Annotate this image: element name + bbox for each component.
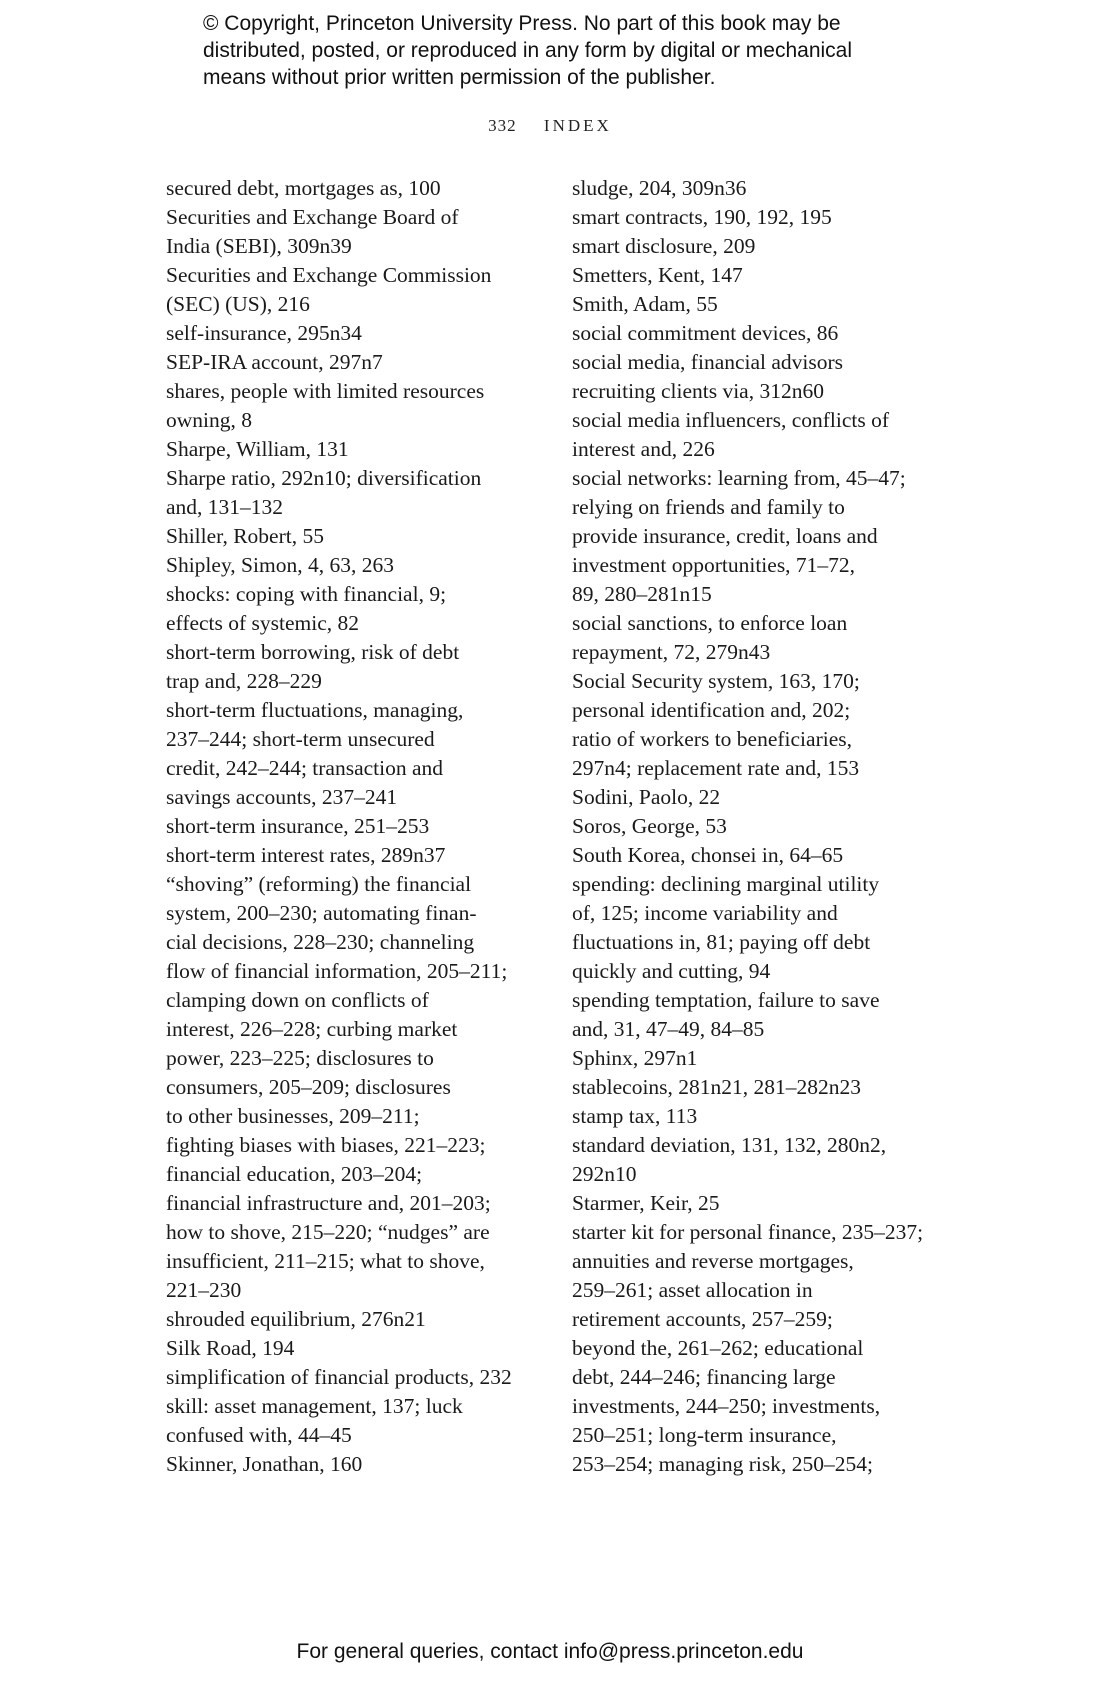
index-entry-continuation: provide insurance, credit, loans and	[572, 524, 878, 548]
index-entry	[166, 1305, 546, 1334]
index-entry	[572, 783, 952, 812]
index-entry-heading: social media influencers, conflicts of	[572, 408, 890, 432]
index-entry-continuation: 292n10	[572, 1162, 637, 1186]
index-entry-continuation: India (SEBI), 309n39	[166, 234, 352, 258]
index-entry-heading: Securities and Exchange Board of	[166, 205, 459, 229]
index-entry-continuation: investments, 244–250; investments,	[572, 1394, 881, 1418]
section-title: INDEX	[543, 116, 612, 135]
index-entry-continuation: owning, 8	[166, 408, 252, 432]
index-entry-continuation: credit, 242–244; transaction and	[166, 756, 444, 780]
index-entry-heading: social sanctions, to enforce loan	[572, 611, 848, 635]
index-entry	[166, 319, 546, 348]
index-entry-continuation: 297n4; replacement rate and, 153	[572, 756, 860, 780]
index-entry-continuation: 221–230	[166, 1278, 242, 1302]
index-entry-heading: social commitment devices, 86	[572, 321, 839, 345]
index-entry	[572, 261, 952, 290]
index-entry-continuation: to other businesses, 209–211;	[166, 1104, 420, 1128]
index-entry	[166, 696, 546, 812]
index-entry	[166, 580, 546, 638]
index-entry-heading: sludge, 204, 309n36	[572, 176, 747, 200]
index-entry-continuation: financial infrastructure and, 201–203;	[166, 1191, 491, 1215]
index-entry-heading: spending: declining marginal utility	[572, 872, 880, 896]
index-entry	[166, 841, 546, 870]
index-entry-continuation: 250–251; long-term insurance,	[572, 1423, 837, 1447]
index-entry-heading: short-term insurance, 251–253	[166, 814, 430, 838]
index-entry	[572, 1044, 952, 1073]
index-entry-heading: Starmer, Keir, 25	[572, 1191, 720, 1215]
index-entry-continuation: 253–254; managing risk, 250–254;	[572, 1452, 873, 1476]
page-number: 332	[488, 116, 517, 135]
index-entry-continuation: system, 200–230; automating finan-	[166, 901, 477, 925]
index-entry	[572, 232, 952, 261]
index-entry-continuation: personal identification and, 202;	[572, 698, 851, 722]
index-entry-heading: starter kit for personal finance, 235–237;	[572, 1220, 924, 1244]
index-entry-heading: Sharpe, William, 131	[166, 437, 349, 461]
index-entry	[166, 870, 546, 1305]
index-entry-heading: short-term borrowing, risk of debt	[166, 640, 460, 664]
index-entry-continuation: and, 31, 47–49, 84–85	[572, 1017, 765, 1041]
index-entry	[572, 986, 952, 1044]
index-entry	[572, 1218, 952, 1479]
index-entry-heading: Soros, George, 53	[572, 814, 727, 838]
index-entry-continuation: annuities and reverse mortgages,	[572, 1249, 854, 1273]
index-entry	[572, 174, 952, 203]
index-entry-continuation: debt, 244–246; financing large	[572, 1365, 836, 1389]
index-entry-heading: social media, financial advisors	[572, 350, 844, 374]
index-entry-heading: South Korea, chonsei in, 64–65	[572, 843, 844, 867]
index-entry-heading: standard deviation, 131, 132, 280n2,	[572, 1133, 887, 1157]
index-entry-continuation: (SEC) (US), 216	[166, 292, 310, 316]
index-entry	[166, 261, 546, 319]
index-entry-heading: skill: asset management, 137; luck	[166, 1394, 463, 1418]
index-entry-heading: “shoving” (reforming) the financial	[166, 872, 472, 896]
index-entry-continuation: savings accounts, 237–241	[166, 785, 398, 809]
index-entry	[166, 1450, 546, 1479]
index-entry-continuation: interest and, 226	[572, 437, 715, 461]
copyright-line: © Copyright, Princeton University Press. No part of this book may be	[203, 12, 841, 35]
index-entry	[166, 174, 546, 203]
index-entry-heading: smart contracts, 190, 192, 195	[572, 205, 832, 229]
index-entry-heading: SEP-IRA account, 297n7	[166, 350, 383, 374]
index-entry-heading: Shipley, Simon, 4, 63, 263	[166, 553, 394, 577]
index-entry-heading: Smith, Adam, 55	[572, 292, 718, 316]
index-entry	[572, 841, 952, 870]
index-entry-continuation: recruiting clients via, 312n60	[572, 379, 824, 403]
index-entry-heading: Shiller, Robert, 55	[166, 524, 324, 548]
index-entry-heading: short-term interest rates, 289n37	[166, 843, 446, 867]
index-entry-continuation: fluctuations in, 81; paying off debt	[572, 930, 871, 954]
index-entry	[166, 377, 546, 435]
index-entry	[572, 1073, 952, 1102]
index-entry	[166, 1363, 546, 1392]
index-entry	[572, 1102, 952, 1131]
index-entry-heading: Skinner, Jonathan, 160	[166, 1452, 363, 1476]
index-entry-heading: stamp tax, 113	[572, 1104, 698, 1128]
index-entry-continuation: 237–244; short-term unsecured	[166, 727, 435, 751]
index-entry-heading: shrouded equilibrium, 276n21	[166, 1307, 426, 1331]
index-entry	[166, 1392, 546, 1450]
index-entry-continuation: fighting biases with biases, 221–223;	[166, 1133, 486, 1157]
index-entry-continuation: 89, 280–281n15	[572, 582, 712, 606]
index-entry	[166, 203, 546, 261]
index-entry-continuation: clamping down on conflicts of	[166, 988, 429, 1012]
index-column-right	[572, 174, 952, 1479]
index-entry-continuation: beyond the, 261–262; educational	[572, 1336, 864, 1360]
index-entry	[166, 348, 546, 377]
index-entry	[572, 870, 952, 986]
index-entry-heading: shocks: coping with financial, 9;	[166, 582, 447, 606]
footer-contact: For general queries, contact info@press.princeton.edu	[296, 1640, 804, 1663]
index-entry-heading: short-term fluctuations, managing,	[166, 698, 464, 722]
index-entry	[166, 522, 546, 551]
index-entry-continuation: consumers, 205–209; disclosures	[166, 1075, 451, 1099]
index-entry	[166, 435, 546, 464]
index-entry-heading: stablecoins, 281n21, 281–282n23	[572, 1075, 862, 1099]
index-entry-heading: Sphinx, 297n1	[572, 1046, 698, 1070]
index-entry-heading: Social Security system, 163, 170;	[572, 669, 860, 693]
index-entry-continuation: cial decisions, 228–230; channeling	[166, 930, 475, 954]
index-entry-continuation: investment opportunities, 71–72,	[572, 553, 856, 577]
index-entry-continuation: trap and, 228–229	[166, 669, 322, 693]
index-entry	[166, 551, 546, 580]
copyright-line: means without prior written permission of the publisher.	[203, 66, 716, 89]
index-entry-continuation: interest, 226–228; curbing market	[166, 1017, 458, 1041]
index-entry	[572, 812, 952, 841]
index-entry-continuation: ratio of workers to beneficiaries,	[572, 727, 852, 751]
index-entry	[166, 812, 546, 841]
index-entry-heading: self-insurance, 295n34	[166, 321, 362, 345]
index-entry-continuation: and, 131–132	[166, 495, 284, 519]
index-entry-heading: shares, people with limited resources	[166, 379, 485, 403]
index-entry	[572, 348, 952, 406]
index-entry-continuation: retirement accounts, 257–259;	[572, 1307, 833, 1331]
index-entry	[166, 638, 546, 696]
index-entry	[572, 464, 952, 609]
copyright-notice	[203, 10, 963, 91]
index-entry	[572, 667, 952, 783]
copyright-line: distributed, posted, or reproduced in any form by digital or mechanical	[203, 39, 853, 62]
index-column-left	[166, 174, 546, 1479]
index-entry-heading: Securities and Exchange Commission	[166, 263, 492, 287]
index-entry-continuation: quickly and cutting, 94	[572, 959, 771, 983]
index-entry	[166, 1334, 546, 1363]
index-entry-heading: social networks: learning from, 45–47;	[572, 466, 906, 490]
index-entry	[572, 319, 952, 348]
index-entry-heading: simplification of financial products, 232	[166, 1365, 512, 1389]
index-entry-continuation: effects of systemic, 82	[166, 611, 360, 635]
index-entry-continuation: how to shove, 215–220; “nudges” are	[166, 1220, 490, 1244]
index-entry-continuation: power, 223–225; disclosures to	[166, 1046, 434, 1070]
running-head	[0, 116, 1100, 136]
index-entry-continuation: confused with, 44–45	[166, 1423, 352, 1447]
index-entry-continuation: repayment, 72, 279n43	[572, 640, 771, 664]
index-entry	[572, 290, 952, 319]
index-entry-heading: Sodini, Paolo, 22	[572, 785, 721, 809]
index-entry-heading: Smetters, Kent, 147	[572, 263, 743, 287]
index-entry-continuation: insufficient, 211–215; what to shove,	[166, 1249, 485, 1273]
index-entry-heading: secured debt, mortgages as, 100	[166, 176, 441, 200]
index-entry	[572, 1131, 952, 1189]
index-entry-heading: smart disclosure, 209	[572, 234, 756, 258]
index-entry-continuation: of, 125; income variability and	[572, 901, 838, 925]
index-entry-heading: Silk Road, 194	[166, 1336, 295, 1360]
index-entry	[572, 609, 952, 667]
index-entry-heading: Sharpe ratio, 292n10; diversification	[166, 466, 482, 490]
index-entry-continuation: flow of financial information, 205–211;	[166, 959, 508, 983]
index-entry-continuation: financial education, 203–204;	[166, 1162, 423, 1186]
index-entry	[572, 1189, 952, 1218]
index-entry	[572, 203, 952, 232]
index-entry	[572, 406, 952, 464]
index-entry	[166, 464, 546, 522]
index-entry-heading: spending temptation, failure to save	[572, 988, 880, 1012]
index-entry-continuation: 259–261; asset allocation in	[572, 1278, 813, 1302]
index-entry-continuation: relying on friends and family to	[572, 495, 845, 519]
